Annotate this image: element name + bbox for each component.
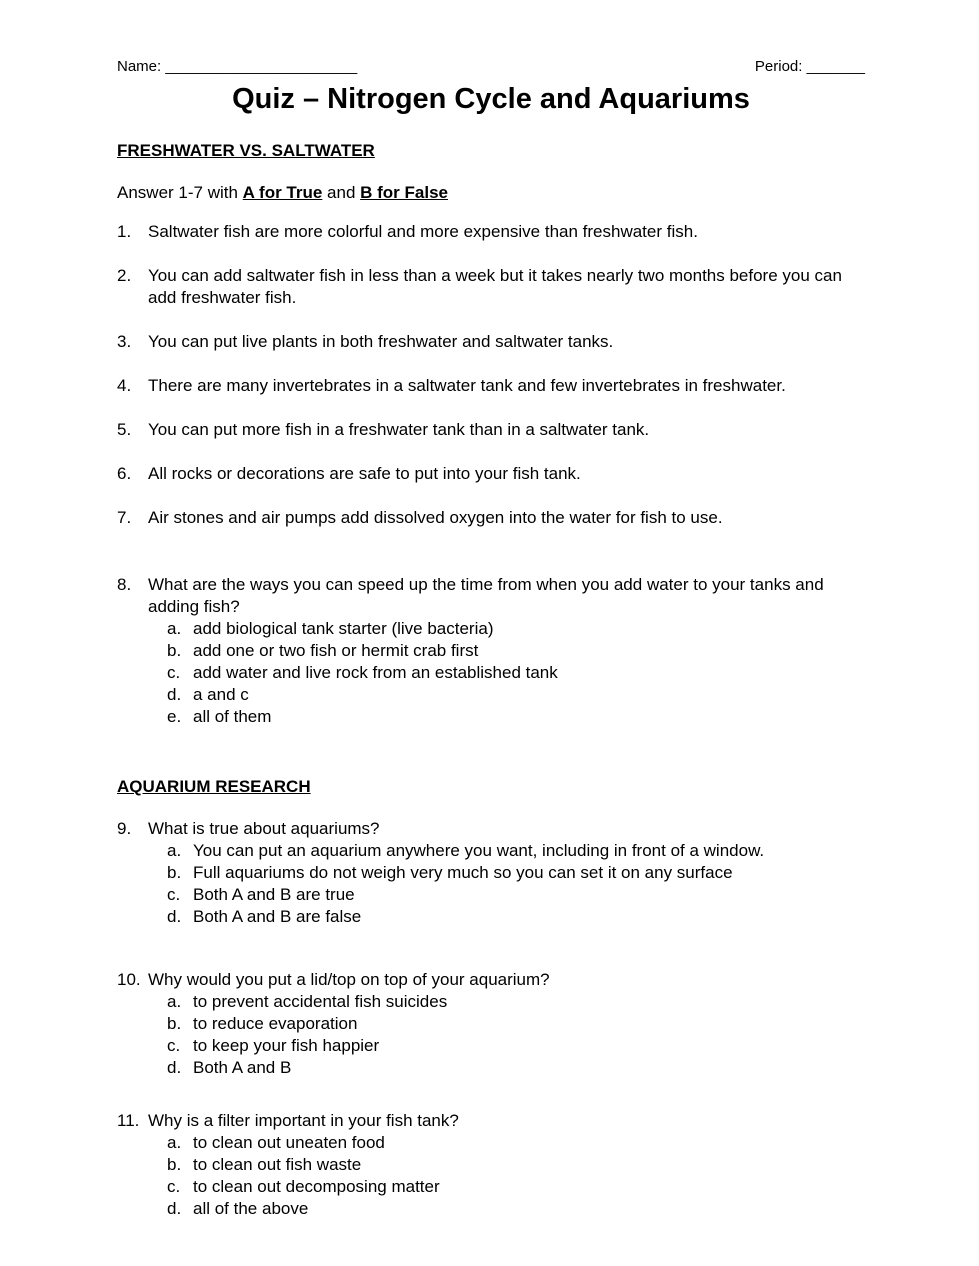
choice-text: Both A and B: [193, 1058, 292, 1077]
question-text: Saltwater fish are more colorful and more expensive than freshwater fish.: [148, 222, 698, 241]
question-number: 8.: [117, 575, 132, 594]
question-text: You can put live plants in both freshwater and saltwater tanks.: [148, 332, 614, 351]
question-text: You can put more fish in a freshwater tank than in a saltwater tank.: [148, 420, 650, 439]
question-text: Why is a filter important in your fish tank?: [148, 1111, 459, 1130]
choice-letter: a.: [167, 1133, 182, 1152]
instructions-and: and: [322, 183, 361, 202]
choice-text: to clean out uneaten food: [193, 1133, 385, 1152]
question-9: [117, 818, 865, 840]
question-number: 6.: [117, 464, 132, 483]
choice-text: to reduce evaporation: [193, 1014, 358, 1033]
name-blank-line: _______________________: [165, 58, 358, 75]
question-8-block: [117, 574, 865, 728]
question-text: Air stones and air pumps add dissolved oxygen into the water for fish to use.: [148, 508, 723, 527]
question-number: 5.: [117, 420, 132, 439]
choice-d: [167, 906, 865, 928]
choice-text: add one or two fish or hermit crab first: [193, 641, 479, 660]
question-text: You can add saltwater fish in less than a week but it takes nearly two months before you can add freshwater fish.: [148, 266, 842, 307]
choice-d: [167, 1198, 865, 1220]
choice-c: [167, 884, 865, 906]
question-8: [117, 574, 865, 618]
choice-e: [167, 706, 865, 728]
page-title: Quiz – Nitrogen Cycle and Aquariums: [232, 83, 750, 115]
question-number: 9.: [117, 819, 132, 838]
choice-letter: c.: [167, 663, 181, 682]
choice-a: [167, 991, 865, 1013]
instructions-a-for-true: A for True: [242, 183, 323, 202]
choice-letter: b.: [167, 1155, 182, 1174]
name-period-row: [117, 58, 865, 76]
question-text: What is true about aquariums?: [148, 819, 380, 838]
question-6: [117, 463, 865, 485]
answer-instructions: [117, 182, 865, 204]
question-number: 11.: [117, 1111, 140, 1130]
choice-letter: c.: [167, 885, 181, 904]
choice-letter: d.: [167, 1058, 182, 1077]
question-text: There are many invertebrates in a saltwater tank and few invertebrates in freshwater.: [148, 376, 786, 395]
question-number: 3.: [117, 332, 132, 351]
question-number: 1.: [117, 222, 132, 241]
question-number: 4.: [117, 376, 132, 395]
choice-text: You can put an aquarium anywhere you want, including in front of a window.: [193, 841, 765, 860]
choice-letter: c.: [167, 1177, 181, 1196]
choice-a: [167, 1132, 865, 1154]
name-field: [117, 58, 357, 76]
choice-b: [167, 1013, 865, 1035]
question-10: [117, 969, 865, 991]
choice-letter: b.: [167, 1014, 182, 1033]
question-3: [117, 331, 865, 353]
choice-letter: a.: [167, 992, 182, 1011]
choice-text: a and c: [193, 685, 249, 704]
choice-text: Both A and B are false: [193, 907, 362, 926]
question-11: [117, 1110, 865, 1132]
question-number: 7.: [117, 508, 132, 527]
choice-letter: b.: [167, 863, 182, 882]
instructions-prefix: Answer 1-7 with: [117, 183, 243, 202]
question-9-block: [117, 818, 865, 928]
choice-letter: d.: [167, 1199, 182, 1218]
name-label: Name:: [117, 58, 162, 75]
choice-text: to prevent accidental fish suicides: [193, 992, 448, 1011]
choice-a: [167, 618, 865, 640]
period-field: [755, 58, 865, 76]
choice-letter: b.: [167, 641, 182, 660]
instructions-b-for-false: B for False: [360, 183, 448, 202]
question-text: Why would you put a lid/top on top of your aquarium?: [148, 970, 550, 989]
choice-d: [167, 1057, 865, 1079]
question-number: 2.: [117, 266, 132, 285]
choice-letter: d.: [167, 907, 182, 926]
question-number: 10.: [117, 970, 141, 989]
choice-b: [167, 640, 865, 662]
question-11-choices: [167, 1132, 865, 1220]
choice-b: [167, 862, 865, 884]
choice-c: [167, 662, 865, 684]
question-10-choices: [167, 991, 865, 1079]
choice-a: [167, 840, 865, 862]
question-text: All rocks or decorations are safe to put into your fish tank.: [148, 464, 581, 483]
choice-text: to keep your fish happier: [193, 1036, 380, 1055]
choice-text: all of them: [193, 707, 272, 726]
page-content: [117, 0, 865, 1220]
choice-letter: e.: [167, 707, 182, 726]
choice-letter: c.: [167, 1036, 181, 1055]
choice-letter: a.: [167, 841, 182, 860]
choice-c: [167, 1035, 865, 1057]
question-10-block: [117, 969, 865, 1079]
question-11-block: [117, 1110, 865, 1220]
choice-letter: a.: [167, 619, 182, 638]
question-7: [117, 507, 865, 529]
choice-text: add water and live rock from an established tank: [193, 663, 558, 682]
question-8-choices: [167, 618, 865, 728]
period-blank-line: _______: [806, 58, 865, 75]
question-2: [117, 265, 865, 309]
choice-text: Full aquariums do not weigh very much so you can set it on any surface: [193, 863, 733, 882]
section-heading-aquarium-research: AQUARIUM RESEARCH: [117, 777, 311, 796]
question-1: [117, 221, 865, 243]
question-text: What are the ways you can speed up the time from when you add water to your tanks and adding fish?: [148, 575, 824, 616]
question-9-choices: [167, 840, 865, 928]
period-label: Period:: [754, 58, 803, 75]
choice-letter: d.: [167, 685, 182, 704]
choice-text: all of the above: [193, 1199, 309, 1218]
choice-c: [167, 1176, 865, 1198]
choice-b: [167, 1154, 865, 1176]
choice-text: Both A and B are true: [193, 885, 355, 904]
choice-text: to clean out decomposing matter: [193, 1177, 440, 1196]
choice-text: to clean out fish waste: [193, 1155, 362, 1174]
question-4: [117, 375, 865, 397]
section-heading-freshwater-vs-saltwater: FRESHWATER VS. SALTWATER: [117, 141, 375, 160]
choice-d: [167, 684, 865, 706]
choice-text: add biological tank starter (live bacteria): [193, 619, 494, 638]
question-5: [117, 419, 865, 441]
